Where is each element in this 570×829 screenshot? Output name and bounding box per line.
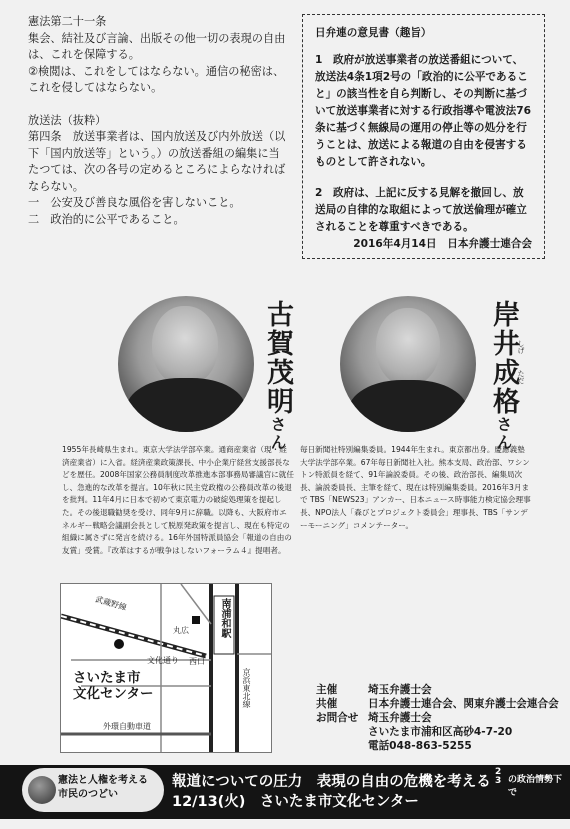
speaker2-bio: 毎日新聞社特別編集委員。1944年生まれ。東京都出身。慶應義塾大学法学部卒業。67年毎日新聞社入社。熊本支局、政治部、ワシントン特派員を経て、91年論説委員。その後、政治部長、編集局次長、論説委員長、主筆を経て、現在は特別編集委員。2016年3月まで TBS「NEWS23」アンカー、日本ニュース時事能力検定協会理事長、NPO法人「森びとプロジェクト委員会」理事長、TBS「サンデーモーニング」コメンテーター。 bbox=[300, 445, 531, 530]
constitution-p1: 集会、結社及び言論、出版その他一切の表現の自由は、これを保障する。 bbox=[28, 31, 286, 61]
banner-date-venue bbox=[172, 790, 419, 811]
opinion-title: 日弁連の意見書（趣旨） bbox=[315, 27, 432, 39]
speaker2-ruby1: しげ bbox=[517, 340, 525, 354]
globe-icon bbox=[28, 776, 56, 804]
org-main-key: 主催 bbox=[316, 684, 338, 696]
constitution-p2: ②検閲は、これをしてはならない。通信の秘密は、これを侵してはならない。 bbox=[28, 64, 285, 94]
org-co-key: 共催 bbox=[316, 698, 338, 710]
banner-date: 12/13(火) bbox=[172, 794, 246, 810]
map-bunka-dori: 文化通り bbox=[147, 656, 179, 665]
constitution-title: 憲法第二十一条 bbox=[28, 15, 107, 28]
broadcast-law-item2: 二 政治的に公平であること。 bbox=[28, 212, 185, 226]
map-roads bbox=[61, 584, 271, 752]
opinion-signature: 2016年4月14日 日本弁護士連合会 bbox=[353, 238, 532, 250]
broadcast-law-item1: 一 公安及び善良な風俗を害しないこと。 bbox=[28, 196, 241, 209]
banner-venue: さいたま市文化センター bbox=[259, 794, 419, 810]
banner-title: 報道についての圧力 表現の自由の危機を考える bbox=[172, 774, 491, 790]
badge-label: 憲法と人権を考える 市民のつどい bbox=[58, 775, 148, 800]
speaker1-bio: 1955年長崎県生まれ。東京大学法学部卒業。通商産業省（現・経済産業省）に入省。経済産業政策課長、中小企業庁経営支援部長などを歴任。2008年国家公務員制度改革推進本部事務局審議官に就任し、急進的な改革を提言。10年秋に民主党政権の公務員改革の後退を批判。11年4月に日本で初めて東京電力の破綻処理策を提起した。その後退職勧奨を受け、同年9月に辞職。以降も、大阪府市エネルギー戦略会議副会長として脱原発政策を提言し、現在も特定の組織に属さずに発言を続ける。16年外国特派員協会「報道の自由の友賞」受賞。『改革はするが戦争はしないフォーラム４』提唱者。 bbox=[62, 445, 294, 555]
broadcast-law-art4: 第四条 放送事業者は、国内放送及び内外放送（以下「国内放送等」という。）の放送番組の編集に当たつては、次の各号の定めるところによらなければならない。 bbox=[28, 130, 286, 193]
organizers bbox=[316, 683, 559, 753]
map-gaikan: 外環自動車道 bbox=[103, 722, 151, 731]
map-nishiguchi: 西口 bbox=[189, 657, 205, 666]
access-map bbox=[60, 583, 272, 753]
opinion-p1: 1 政府が放送事業者の放送番組について、放送法4条1項2号の「政治的に公平であること」の該当性を自ら判断し、その判断に基づいて放送事業者に対する行政指導や電波法76条に基づく無線局の運用の停止等の処分を行うことは、放送による報道の自由を侵害するものとして許されない。 bbox=[315, 54, 532, 168]
speaker1-photo bbox=[118, 296, 254, 432]
speaker2-ruby2: ただ bbox=[517, 370, 525, 384]
map-station: 南浦和駅 bbox=[219, 598, 230, 638]
law-excerpt bbox=[28, 14, 290, 228]
org-phone: 電話048-863-5255 bbox=[368, 740, 472, 752]
speaker1-name: 古賀茂明さん bbox=[262, 300, 293, 452]
event-badge bbox=[22, 768, 164, 812]
speaker2-photo bbox=[340, 296, 476, 432]
jfba-opinion-box bbox=[302, 14, 545, 259]
banner-tail: の政治情勢下で bbox=[508, 775, 563, 798]
map-keihin-line: 京浜東北線 bbox=[242, 668, 251, 708]
map-musashino-line: 武蔵野線 bbox=[94, 594, 128, 613]
org-contact-key: お問合せ bbox=[316, 712, 359, 724]
broadcast-law-title: 放送法（抜粋） bbox=[28, 113, 107, 127]
org-address: さいたま市浦和区高砂4-7-20 bbox=[368, 726, 513, 738]
speaker2-name: 岸井成格さん bbox=[488, 300, 519, 452]
org-main-value: 埼玉弁護士会 bbox=[368, 684, 432, 696]
opinion-p2: 2 政府は、上記に反する見解を撤回し、放送局の自律的な取組によって放送倫理が確立されることを尊重すべきである。 bbox=[315, 187, 527, 233]
org-co-value: 日本弁護士連合会、関東弁護士会連合会 bbox=[368, 698, 559, 710]
map-maruhiro: 丸広 bbox=[173, 626, 189, 635]
map-venue-label: さいたま市 文化センター bbox=[73, 670, 154, 702]
banner-fraction: 2 3 bbox=[495, 767, 502, 786]
org-contact-value: 埼玉弁護士会 bbox=[368, 712, 432, 724]
